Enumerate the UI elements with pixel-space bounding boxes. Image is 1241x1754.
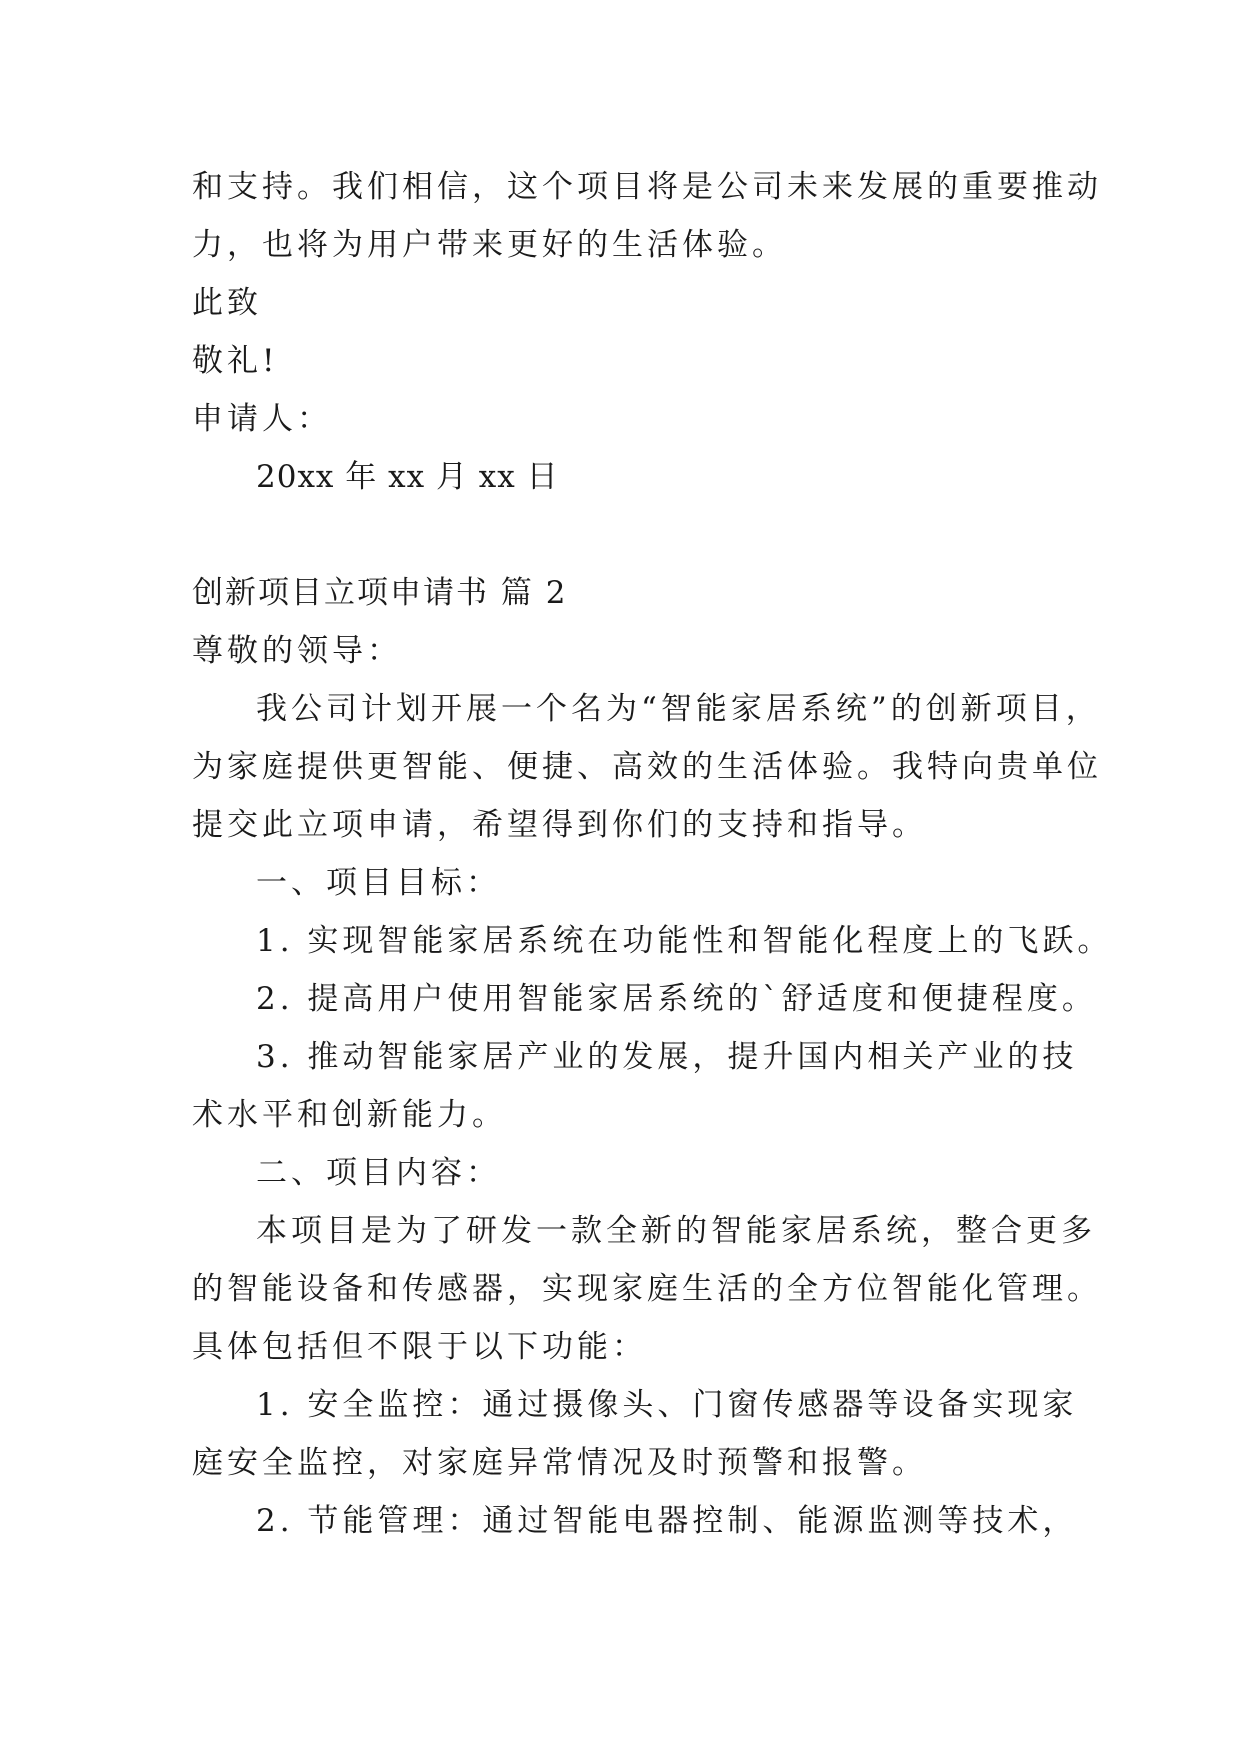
text-line: 为家庭提供更智能、便捷、高效的生活体验。我特向贵单位: [192, 749, 1102, 785]
applicant-label: 申请人：: [192, 401, 332, 437]
date-line: 20xx 年 xx 月 xx 日: [256, 459, 559, 495]
list-item: 2. 节能管理：通过智能电器控制、能源监测等技术，: [256, 1503, 1078, 1539]
text-line: 庭安全监控，对家庭异常情况及时预警和报警。: [192, 1445, 927, 1481]
text-line: 的智能设备和传感器，实现家庭生活的全方位智能化管理。: [192, 1271, 1102, 1307]
text-line: 术水平和创新能力。: [192, 1097, 507, 1133]
text-line: 和支持。我们相信，这个项目将是公司未来发展的重要推动: [192, 169, 1102, 205]
closing-regards: 敬礼!: [192, 343, 279, 379]
text-line: 提交此立项申请，希望得到你们的支持和指导。: [192, 807, 927, 843]
heading-objectives: 一、项目目标：: [256, 865, 501, 901]
text-line: 具体包括但不限于以下功能：: [192, 1329, 647, 1365]
list-item: 1. 实现智能家居系统在功能性和智能化程度上的飞跃。: [256, 923, 1113, 959]
list-item: 3. 推动智能家居产业的发展，提升国内相关产业的技: [256, 1039, 1078, 1075]
list-item: 2. 提高用户使用智能家居系统的`舒适度和便捷程度。: [256, 981, 1097, 1017]
section-title: 创新项目立项申请书 篇 2: [192, 575, 568, 611]
text-line: 我公司计划开展一个名为“智能家居系统”的创新项目，: [256, 691, 1101, 727]
list-item: 1. 安全监控：通过摄像头、门窗传感器等设备实现家: [256, 1387, 1078, 1423]
greeting: 尊敬的领导：: [192, 633, 402, 669]
closing-salutation: 此致: [192, 285, 262, 321]
text-line: 力，也将为用户带来更好的生活体验。: [192, 227, 787, 263]
heading-content: 二、项目内容：: [256, 1155, 501, 1191]
text-line: 本项目是为了研发一款全新的智能家居系统，整合更多: [256, 1213, 1096, 1249]
